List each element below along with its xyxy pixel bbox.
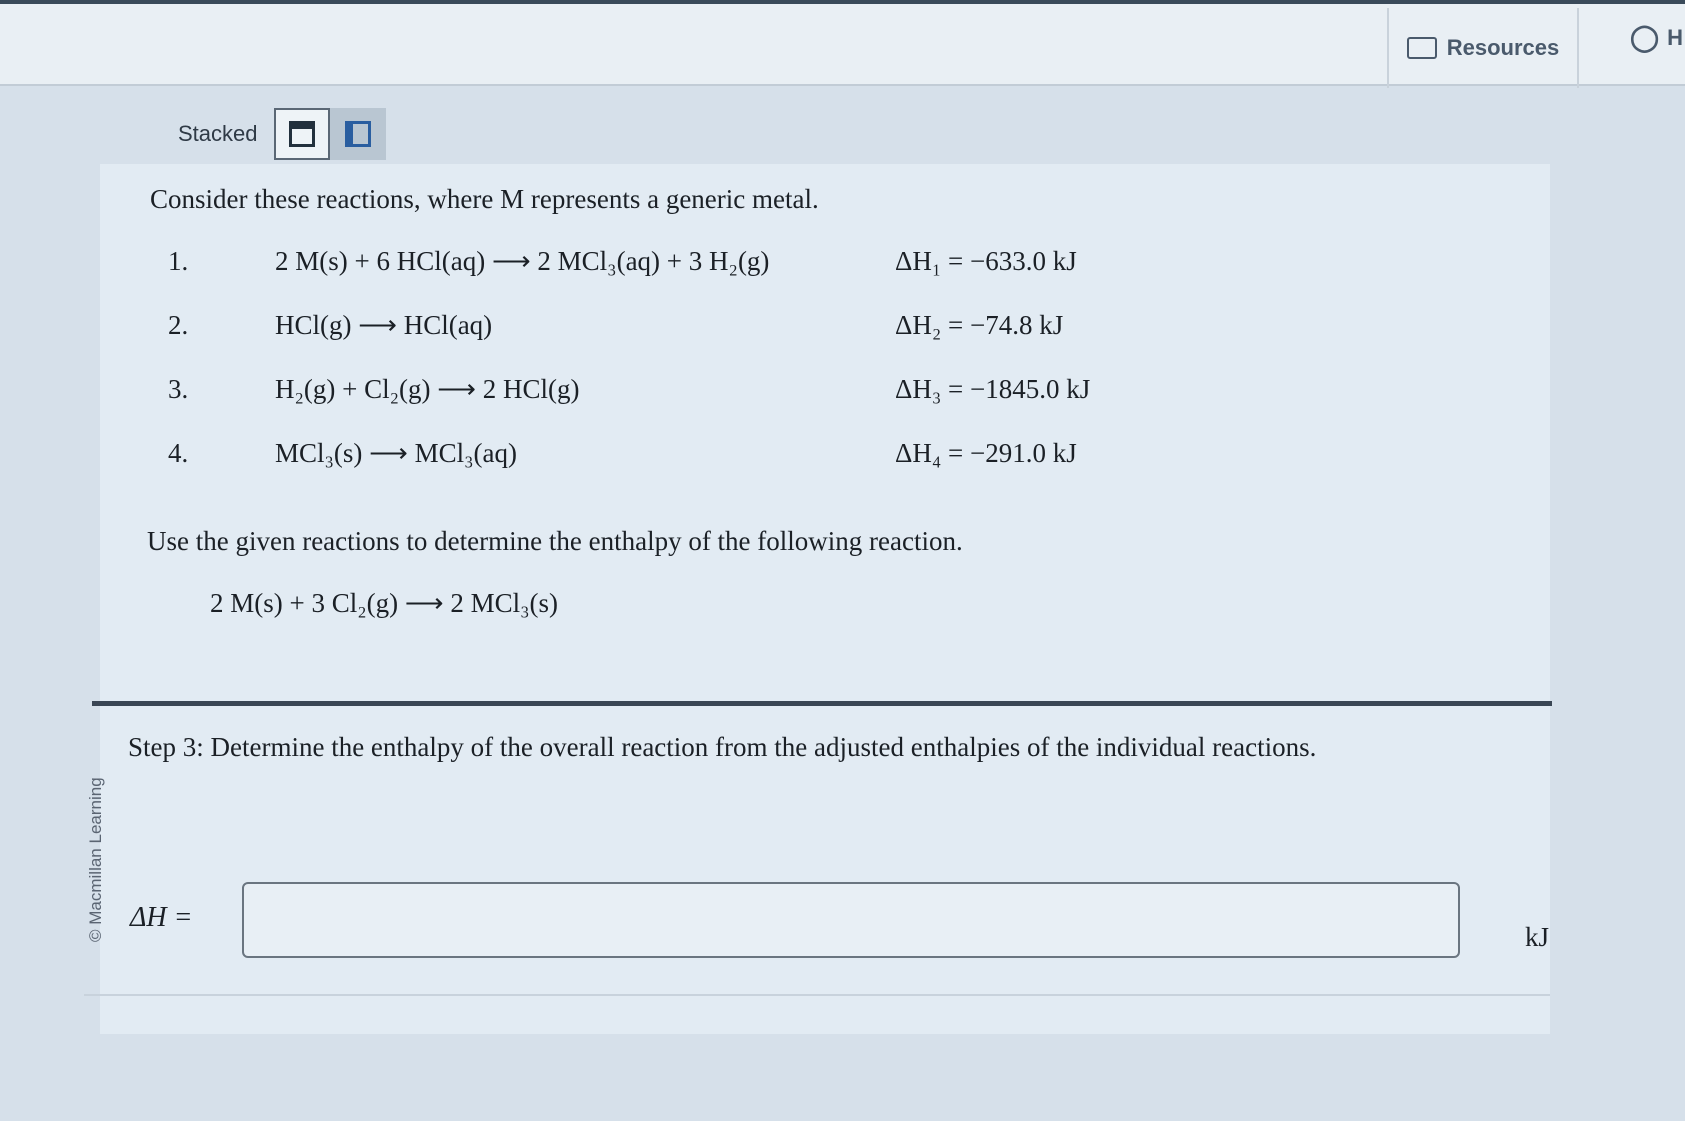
copyright-credit: © Macmillan Learning [86,777,105,942]
reaction-equation: 2 M(s) + 6 HCl(aq) ⟶ 2 MCl₃(aq) + 3 H₂(g) [275,246,770,276]
answer-unit: kJ [1525,922,1550,952]
hint-label: H [1667,24,1683,50]
answer-label: ΔH = [130,902,193,933]
reaction-number: 1. [168,246,189,276]
stacked-layout-icon [289,121,315,147]
reaction-number: 4. [168,438,189,468]
answer-row [130,882,1550,972]
reaction-enthalpy: ΔH₄ = −291.0 kJ [895,438,1077,468]
stacked-label: Stacked [178,121,258,146]
side-by-side-layout-icon [345,121,371,147]
resources-button[interactable] [1387,8,1579,88]
question-panel [100,164,1550,1034]
panel-bottom-border [84,994,1550,996]
resources-label: Resources [1446,35,1560,60]
reaction-equation: MCl₃(s) ⟶ MCl₃(aq) [275,438,518,468]
section-divider [92,701,1552,706]
hint-button[interactable] [1630,22,1683,53]
target-reaction: 2 M(s) + 3 Cl₂(g) ⟶ 2 MCl₃(s) [210,588,559,618]
view-mode-bar [178,108,386,160]
reaction-enthalpy: ΔH₁ = −633.0 kJ [895,246,1077,276]
problem-instruction: Use the given reactions to determine the enthalpy of the following reaction. [147,526,963,556]
reaction-equation: HCl(g) ⟶ HCl(aq) [275,310,493,340]
reaction-enthalpy: ΔH₂ = −74.8 kJ [895,310,1064,340]
reaction-equation: H₂(g) + Cl₂(g) ⟶ 2 HCl(g) [275,374,580,404]
problem-intro: Consider these reactions, where M represents a generic metal. [150,184,819,214]
top-toolbar [0,0,1685,86]
side-by-side-view-button[interactable] [330,108,386,160]
reaction-enthalpy: ΔH₃ = −1845.0 kJ [895,374,1091,404]
reaction-number: 3. [168,374,189,404]
step-instruction: Step 3: Determine the enthalpy of the overall reaction from the adjusted enthalpies of the individual reactions. [128,732,1317,762]
enthalpy-answer-input[interactable] [242,882,1460,958]
view-toggle [274,108,386,160]
stacked-view-button[interactable] [274,108,330,160]
reaction-number: 2. [168,310,189,340]
lightbulb-icon: ◯ [1630,22,1660,52]
folder-icon [1407,37,1437,59]
